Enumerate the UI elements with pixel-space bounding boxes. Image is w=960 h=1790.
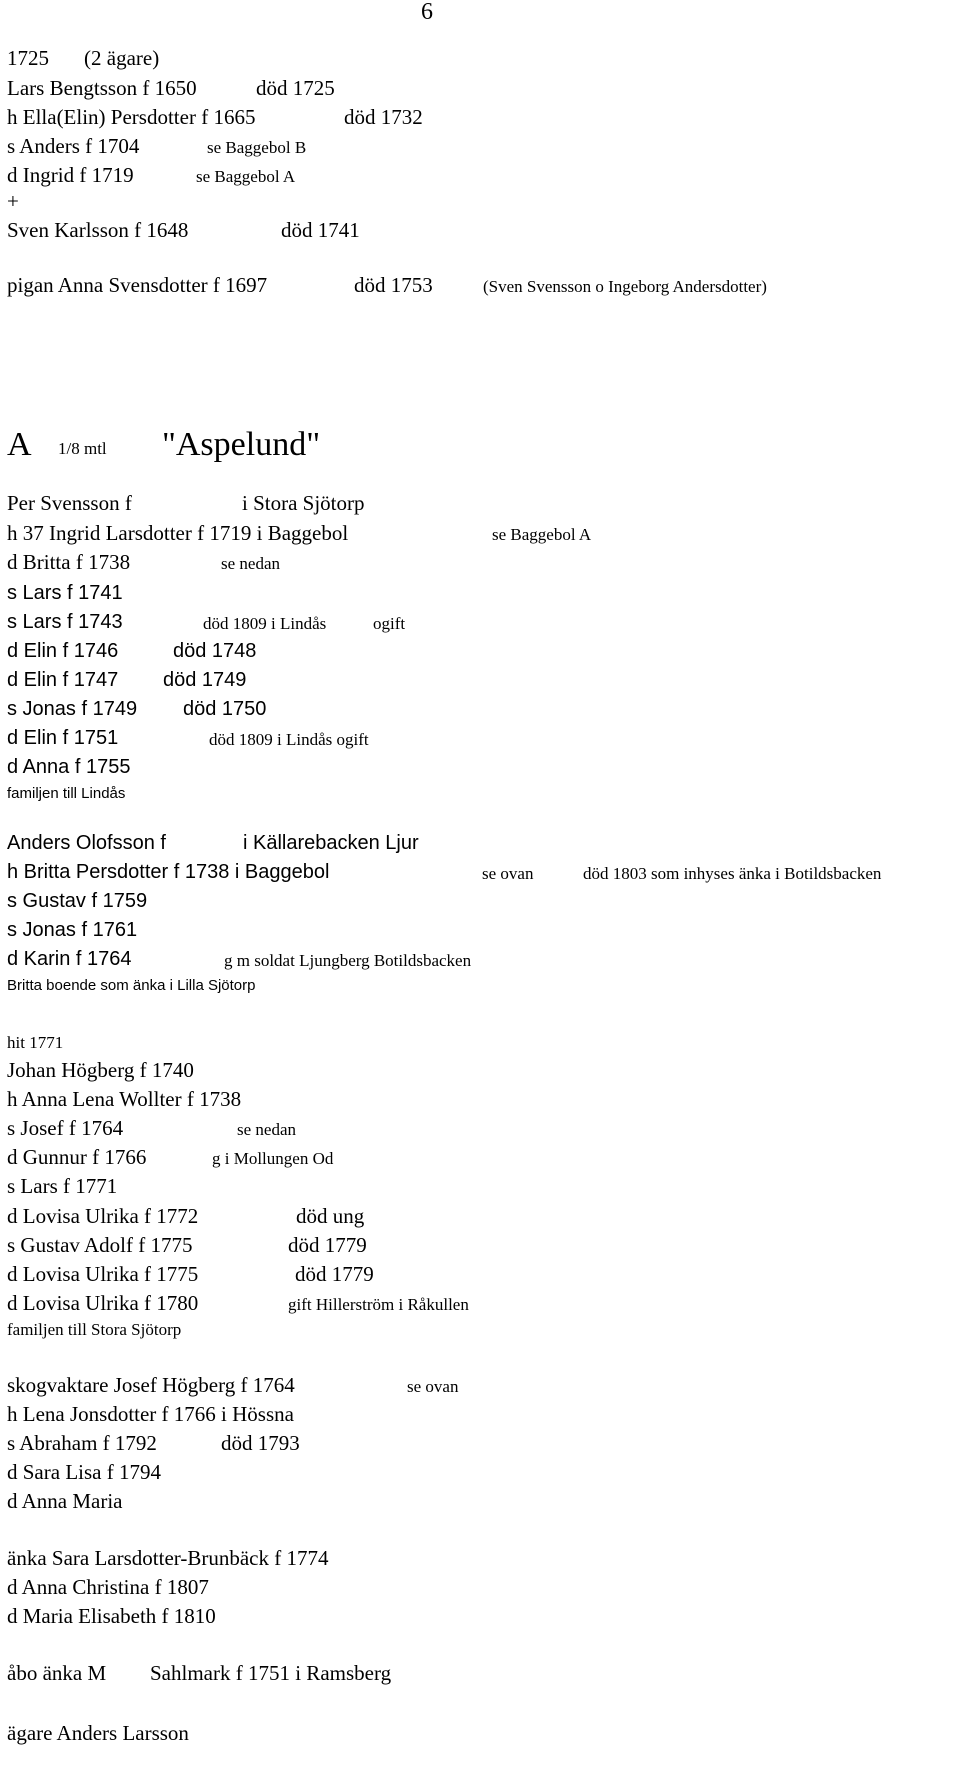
son-gustav-adolf: s Gustav Adolf f 1775: [7, 1233, 193, 1257]
sahlmark: Sahlmark f 1751 i Ramsberg: [150, 1661, 392, 1685]
lars-death: död 1809 i Lindås: [203, 614, 327, 633]
son-jonas-1761: s Jonas f 1761: [7, 919, 138, 941]
britta-death: död 1803 som inhyses änka i Botildsbacken: [583, 864, 882, 883]
wife-lena: h Lena Jonsdotter f 1766 i Hössna: [7, 1402, 294, 1426]
jonas-death: död 1750: [183, 698, 267, 720]
karin-marriage: g m soldat Ljungberg Botildsbacken: [224, 951, 472, 970]
owner-sven-karlsson: Sven Karlsson f 1648: [7, 218, 189, 242]
son-anders-ref: se Baggebol B: [207, 138, 307, 157]
maid-anna: pigan Anna Svensdotter f 1697: [7, 273, 268, 297]
widow-sara: änka Sara Larsdotter-Brunbäck f 1774: [7, 1546, 329, 1570]
farm-size: 1/8 mtl: [58, 439, 107, 458]
anders-origin: i Källarebacken Ljur: [243, 832, 419, 854]
sven-death: död 1741: [281, 218, 360, 242]
johan-hogberg: Johan Högberg f 1740: [7, 1058, 194, 1082]
wife-death: död 1732: [344, 105, 423, 129]
two-owners-note: (2 ägare): [84, 46, 160, 70]
son-lars-1741: s Lars f 1741: [7, 582, 123, 604]
daughter-lovisa-1775: d Lovisa Ulrika f 1775: [7, 1262, 199, 1286]
son-josef: s Josef f 1764: [7, 1116, 124, 1140]
son-jonas: s Jonas f 1749: [7, 698, 138, 720]
daughter-elin-1751: d Elin f 1751: [7, 727, 119, 749]
arrived-1771: hit 1771: [7, 1033, 64, 1052]
wife-ella: h Ella(Elin) Persdotter f 1665: [7, 105, 256, 129]
wife-ingrid: h 37 Ingrid Larsdotter f 1719 i Baggebol: [7, 521, 349, 545]
daughter-lovisa-1780: d Lovisa Ulrika f 1780: [7, 1291, 199, 1315]
gunnur-marriage: g i Mollungen Od: [212, 1149, 334, 1168]
son-abraham: s Abraham f 1792: [7, 1431, 157, 1455]
elin-1747-death: död 1749: [163, 669, 247, 691]
forester-josef: skogvaktare Josef Högberg f 1764: [7, 1373, 295, 1397]
owner-lars-bengtsson: Lars Bengtsson f 1650: [7, 76, 197, 100]
page-number: 6: [421, 0, 433, 25]
elin-1746-death: död 1748: [173, 640, 257, 662]
daughter-karin: d Karin f 1764: [7, 948, 132, 970]
wife-ingrid-ref: se Baggebol A: [492, 525, 592, 544]
britta-ref: se nedan: [221, 554, 281, 573]
lovisa-1780-marriage: gift Hillerström i Råkullen: [288, 1295, 469, 1314]
daughter-anna: d Anna f 1755: [7, 756, 131, 778]
wife-anna-lena: h Anna Lena Wollter f 1738: [7, 1087, 242, 1111]
family-to-stora-sjotorp: familjen till Stora Sjötorp: [7, 1320, 182, 1339]
farm-letter: A: [7, 426, 32, 463]
owner-anders-larsson: ägare Anders Larsson: [7, 1721, 189, 1745]
daughter-britta: d Britta f 1738: [7, 550, 131, 574]
tenant-widow-m: åbo änka M: [7, 1661, 107, 1685]
lars-unmarried: ogift: [373, 614, 406, 633]
anders-olofsson: Anders Olofsson f: [7, 832, 166, 854]
year-1725: 1725: [7, 46, 49, 70]
daughter-gunnur: d Gunnur f 1766: [7, 1145, 147, 1169]
son-lars-1743: s Lars f 1743: [7, 611, 123, 633]
daughter-elin-1747: d Elin f 1747: [7, 669, 119, 691]
daughter-ingrid-ref: se Baggebol A: [196, 167, 296, 186]
family-to-lindas: familjen till Lindås: [7, 785, 126, 802]
abraham-death: död 1793: [221, 1431, 300, 1455]
wife-britta: h Britta Persdotter f 1738 i Baggebol: [7, 861, 330, 883]
lovisa-1775-death: död 1779: [295, 1262, 374, 1286]
daughter-sara-lisa: d Sara Lisa f 1794: [7, 1460, 161, 1484]
maid-parents: (Sven Svensson o Ingeborg Andersdotter): [483, 277, 767, 296]
gustav-adolf-death: död 1779: [288, 1233, 367, 1257]
owner-death: död 1725: [256, 76, 335, 100]
lovisa-1772-death: död ung: [296, 1204, 365, 1228]
per-svensson: Per Svensson f: [7, 491, 132, 515]
elin-1751-death: död 1809 i Lindås ogift: [209, 730, 369, 749]
daughter-ingrid: d Ingrid f 1719: [7, 163, 134, 187]
daughter-anna-christina: d Anna Christina f 1807: [7, 1575, 209, 1599]
josef-ref-above: se ovan: [407, 1377, 459, 1396]
daughter-lovisa-1772: d Lovisa Ulrika f 1772: [7, 1204, 199, 1228]
daughter-anna-maria: d Anna Maria: [7, 1489, 123, 1513]
britta-widow-note: Britta boende som änka i Lilla Sjötorp: [7, 977, 256, 994]
son-lars-1771: s Lars f 1771: [7, 1174, 118, 1198]
son-anders: s Anders f 1704: [7, 134, 140, 158]
josef-ref: se nedan: [237, 1120, 297, 1139]
plus-sign: +: [7, 189, 19, 213]
per-origin: i Stora Sjötorp: [242, 491, 365, 515]
daughter-elin-1746: d Elin f 1746: [7, 640, 119, 662]
daughter-maria-elisabeth: d Maria Elisabeth f 1810: [7, 1604, 216, 1628]
farm-name: "Aspelund": [162, 426, 321, 463]
son-gustav: s Gustav f 1759: [7, 890, 148, 912]
maid-death: död 1753: [354, 273, 433, 297]
britta-ref-above: se ovan: [482, 864, 534, 883]
